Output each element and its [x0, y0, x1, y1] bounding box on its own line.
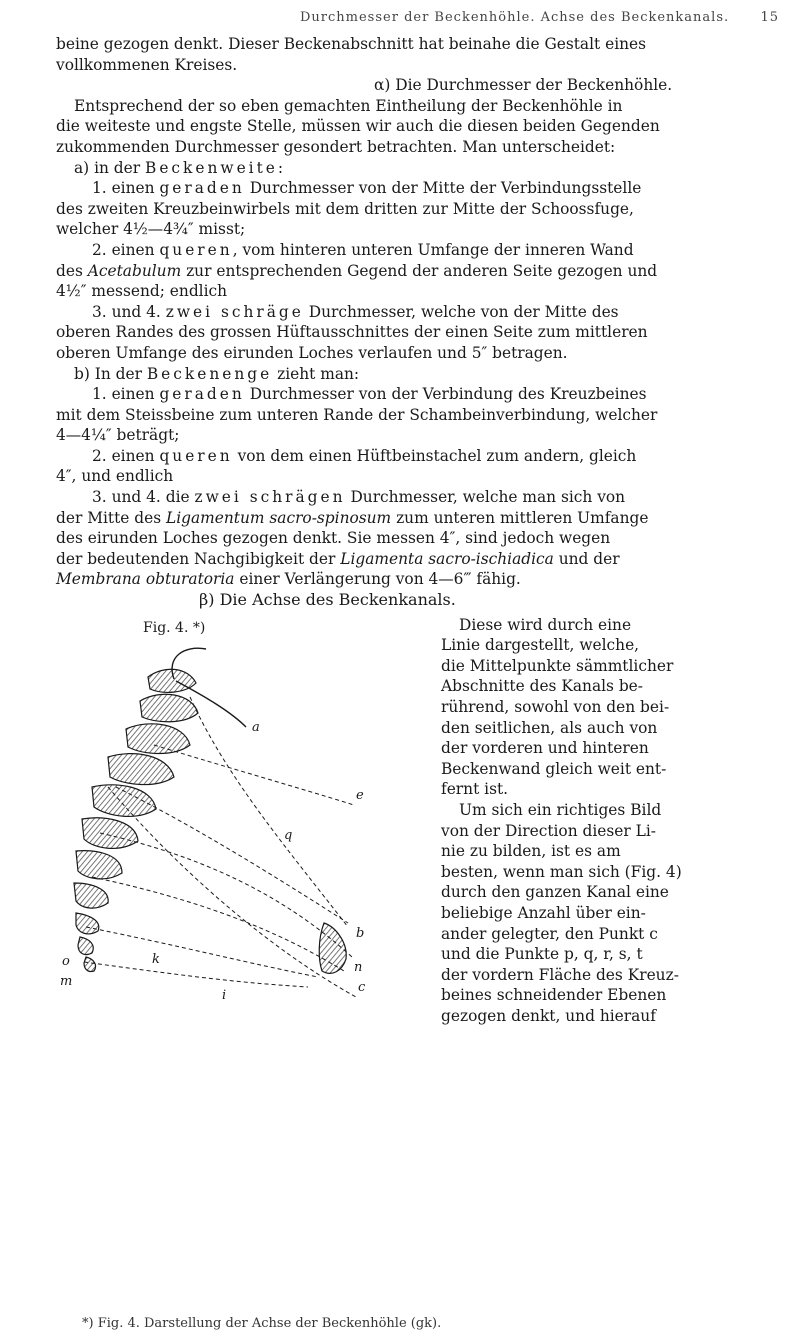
text-line: oberen Umfange des eirunden Loches verlaufen und 5″ betragen. [56, 343, 568, 362]
text-line: beine gezogen denkt. Dieser Beckenabschnitt hat beinahe die Gestalt eines [56, 35, 647, 53]
text-line: 4½″ messend; endlich [56, 282, 228, 301]
figure-letter: e [356, 787, 364, 803]
figure-text-line: Diese wird durch eine [459, 615, 632, 634]
figure-text-line: beines schneidender Ebenen [441, 986, 667, 1005]
figure-text-line: der vorderen und hinteren [441, 739, 649, 758]
item-a-heading: a) in der Beckenweite: [74, 158, 284, 177]
text-line: die weiteste und engste Stelle, müssen wir auch die diesen beiden Gegenden [56, 117, 660, 136]
text-line: der bedeutenden Nachgibigkeit der Ligamenta sacro-ischiadica und der [56, 549, 620, 568]
figure-text-line: durch den ganzen Kanal eine [441, 883, 669, 902]
item-a2: 2. einen queren, vom hinteren unteren Umfange der inneren Wand [92, 240, 634, 259]
page-body [56, 34, 786, 1025]
figure-text-line: der vordern Fläche des Kreuz- [441, 965, 679, 984]
running-title: Durchmesser der Beckenhöhle. Achse des Beckenkanals. [300, 10, 730, 25]
figure-letter: o [62, 953, 70, 969]
figure-label: Fig. 4. *) [143, 619, 206, 636]
figure-text-line: fernt ist. [441, 780, 509, 799]
text-line: oberen Randes des grossen Hüftausschnittes der einen Seite zum mittleren [56, 323, 648, 342]
figure-text-line: den seitlichen, als auch von [441, 718, 658, 737]
figure-text-line: rührend, sowohl von den bei- [441, 698, 670, 716]
text-line: des Acetabulum zur entsprechenden Gegend der anderen Seite gezogen und [56, 261, 658, 280]
figure-text-line: Linie dargestellt, welche, [441, 636, 640, 655]
item-a3: 3. und 4. zwei schräge Durchmesser, welche von der Mitte des [92, 302, 619, 321]
page-number: 15 [760, 10, 779, 25]
pelvis-axis-figure [56, 627, 386, 1017]
text-line: des zweiten Kreuzbeinwirbels mit dem dritten zur Mitte der Schoossfuge, [56, 199, 634, 218]
text-line: 4″, und endlich [56, 467, 174, 486]
text-line: vollkommenen Kreises. [56, 55, 238, 74]
figure-text-line: ander gelegter, den Punkt c [441, 924, 658, 943]
section-heading-alpha: α) Die Durchmesser der Beckenhöhle. [374, 76, 673, 95]
footnote: *) Fig. 4. Darstellung der Achse der Beckenhöhle (gk). [82, 1316, 442, 1331]
figure-text-line: Beckenwand gleich weit ent- [441, 759, 667, 778]
item-a1: 1. einen geraden Durchmesser von der Mitte der Verbindungsstelle [92, 179, 642, 198]
symphysis-shape [319, 923, 346, 973]
figure-text-line: und die Punkte p, q, r, s, t [441, 945, 643, 964]
figure-letter: n [354, 959, 363, 975]
text-line: Entsprechend der so eben gemachten Eintheilung der Beckenhöhle in [74, 96, 623, 115]
figure-text-line: gezogen denkt, und hierauf [441, 1006, 656, 1025]
figure-letter: c [358, 979, 366, 995]
text-line: der Mitte des Ligamentum sacro-spinosum zum unteren mittleren Umfange [56, 508, 649, 527]
figure-text-line: von der Direction dieser Li- [441, 821, 656, 840]
figure-letter: a [252, 719, 260, 735]
figure-letter: i [222, 987, 227, 1003]
figure-letter: b [356, 925, 365, 941]
item-b2: 2. einen queren von dem einen Hüftbeinstachel zum andern, gleich [92, 446, 637, 465]
figure-text-line: besten, wenn man sich (Fig. 4) [441, 862, 682, 881]
figure-text-line: die Mittelpunkte sämmtlicher [441, 656, 674, 675]
figure-letter: q [284, 827, 293, 843]
section-heading-beta: β) Die Achse des Beckenkanals. [199, 590, 456, 610]
figure-text-line: Um sich ein richtiges Bild [459, 800, 662, 819]
figure-text-line: nie zu bilden, ist es am [441, 842, 621, 861]
text-line: 4—4¼″ beträgt; [56, 426, 180, 445]
page-header [0, 6, 801, 28]
figure-letter: m [60, 973, 73, 989]
text-line: zukommenden Durchmesser gesondert betrachten. Man unterscheidet: [56, 137, 616, 156]
text-line: des eirunden Loches gezogen denkt. Sie messen 4″, sind jedoch wegen [56, 529, 611, 548]
item-b1: 1. einen geraden Durchmesser von der Verbindung des Kreuzbeines [92, 385, 647, 404]
figure-side-text [441, 615, 786, 1027]
figure-text-line: Abschnitte des Kanals be- [441, 677, 643, 696]
text-line: welcher 4½—4¾″ misst; [56, 220, 246, 239]
text-line: mit dem Steissbeine zum unteren Rande der Schambeinverbindung, welcher [56, 405, 658, 424]
text-line: Membrana obturatoria einer Verlängerung von 4—6‴ fähig. [56, 570, 521, 589]
figure-letter: k [152, 951, 160, 967]
item-b-heading: b) In der Beckenenge zieht man: [74, 364, 360, 383]
figure-block [56, 615, 786, 1025]
item-b3: 3. und 4. die zwei schrägen Durchmesser, welche man sich von [92, 488, 626, 507]
figure-text-line: beliebige Anzahl über ein- [441, 903, 646, 922]
